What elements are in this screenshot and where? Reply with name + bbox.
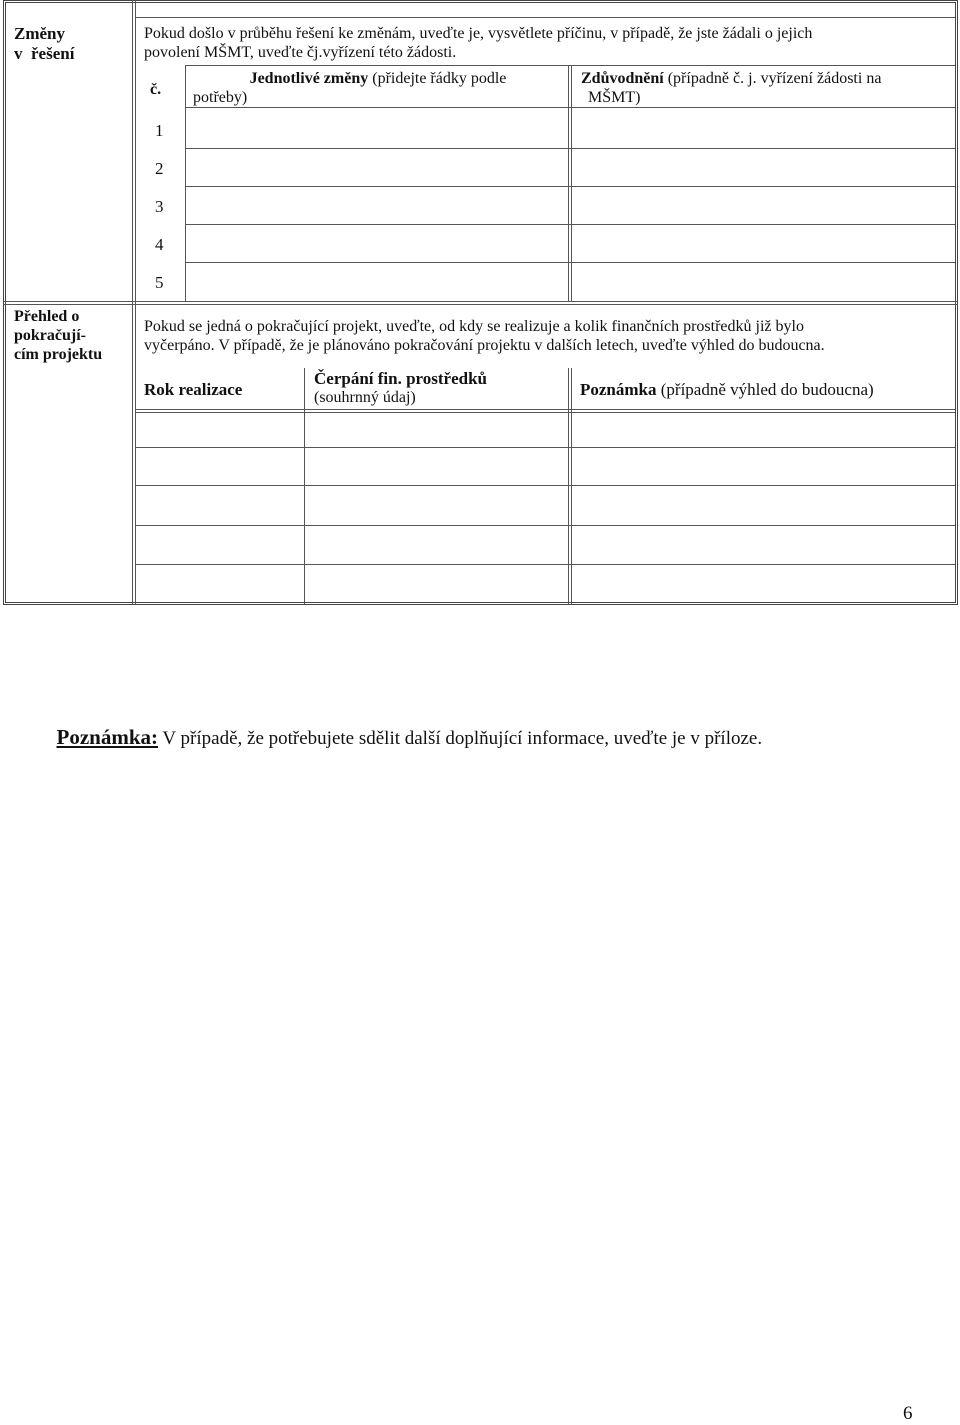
- row-number-1: 1: [155, 121, 164, 140]
- label-column-divider: [132, 0, 133, 604]
- footer-note-text: V případě, že potřebujete sdělit další doplňující informace, uveďte je v příloze.: [158, 728, 763, 749]
- col-spend-header: Čerpání fin. prostředků (souhrnný údaj): [314, 369, 488, 406]
- col-changes-header: Jednotlivé změny (přidejte řádky podle potřeby): [193, 70, 507, 106]
- col-note-header: Poznámka (případně výhled do budoucna): [580, 380, 874, 399]
- changes-col-divider-2: [568, 65, 569, 302]
- col-number-header: č.: [150, 81, 162, 98]
- continuing-instruction: Pokud se jedná o pokračující projekt, uveďte, od kdy se realizuje a kolik finančních prostředků již bylo vyčerpáno. V případě, že je plánováno pokračování projektu v dalších letech, uveďte výhled do budoucna.: [144, 318, 825, 354]
- row-number-5: 5: [155, 273, 164, 292]
- row-number-4: 4: [155, 235, 164, 254]
- row-number-3: 3: [155, 197, 164, 216]
- page-number: 6: [903, 1403, 913, 1424]
- continuing-col-divider-1: [304, 368, 305, 604]
- footer-note-title: Poznámka:: [56, 725, 158, 749]
- section-changes-label: Změny v řešení: [14, 24, 75, 63]
- continuing-col-divider-2: [568, 368, 569, 604]
- section-divider: [3, 301, 958, 302]
- changes-instruction: Pokud došlo v průběhu řešení ke změnám, uveďte je, vysvětlete příčinu, v případě, že jste žádali o jejich povolení MŠMT, uveďte čj.vyřízení této žádosti.: [144, 25, 813, 61]
- col-year-header: Rok realizace: [144, 380, 243, 399]
- changes-col-divider-1: [185, 65, 186, 302]
- col-reason-header: Zdůvodnění (případně č. j. vyřízení žádosti na MŠMT): [581, 70, 882, 106]
- footer-note: [47, 703, 947, 750]
- row-number-2: 2: [155, 159, 164, 178]
- section-continuing-label: Přehled o pokračují- cím projektu: [14, 308, 103, 363]
